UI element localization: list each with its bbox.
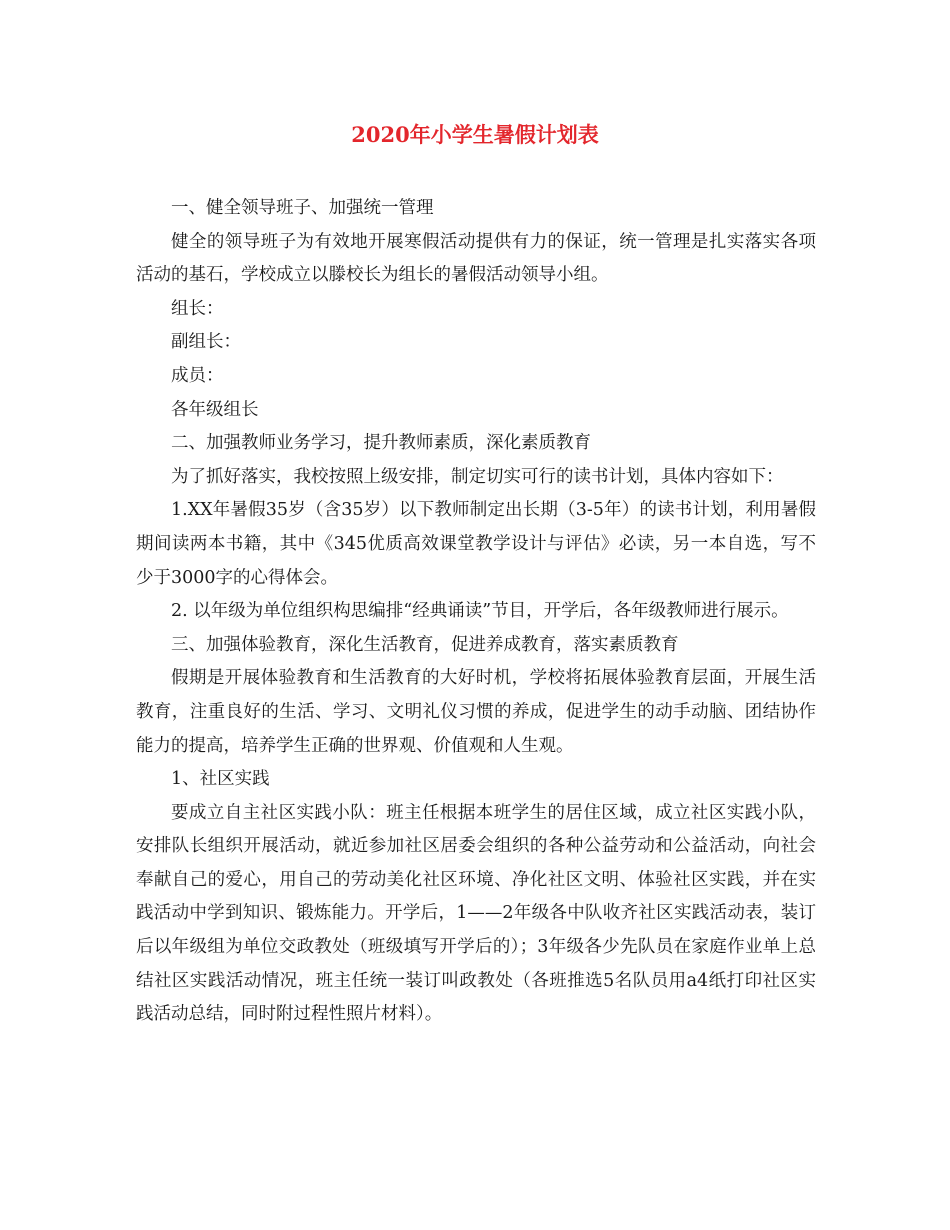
document-body bbox=[136, 192, 816, 1032]
list-item: 1.XX年暑假35岁（含35岁）以下教师制定出长期（3-5年）的读书计划，利用暑假期间读两本书籍，其中《345优质高效课堂教学设计与评估》必读，另一本自选，写不少于3000字的心得体会。 bbox=[136, 500, 816, 588]
role-leader: 组长： bbox=[171, 298, 224, 319]
document-title: 2020年小学生暑假计划表 bbox=[351, 122, 599, 147]
section-heading-1: 一、健全领导班子、加强统一管理 bbox=[171, 198, 434, 218]
role-members: 成员： bbox=[171, 365, 224, 386]
role-deputy-leader: 副组长： bbox=[171, 332, 241, 353]
subsection-heading: 1、社区实践 bbox=[171, 769, 270, 790]
paragraph: 要成立自主社区实践小队：班主任根据本班学生的居住区域，成立社区实践小队，安排队长组织开展活动，就近参加社区居委会组织的各种公益劳动和公益活动，向社会奉献自己的爱心，用自己的劳动美化社区环境、净化社区文明、体验社区实践，并在实践活动中学到知识、锻炼能力。开学后，1——2年级各中队收齐社区实践活动表，装订后以年级组为单位交政教处（班级填写开学后的）；3年级各少先队员在家庭作业单上总结社区实践活动情况，班主任统一装订叫政教处（各班推选5名队员用a4纸打印社区实践活动总结，同时附过程性照片材料）。 bbox=[136, 802, 816, 1025]
paragraph: 健全的领导班子为有效地开展寒假活动提供有力的保证，统一管理是扎实落实各项活动的基石，学校成立以滕校长为组长的暑假活动领导小组。 bbox=[136, 231, 816, 286]
section-heading-2: 二、加强教师业务学习，提升教师素质，深化素质教育 bbox=[171, 433, 591, 454]
paragraph: 为了抓好落实，我校按照上级安排，制定切实可行的读书计划，具体内容如下： bbox=[171, 466, 784, 487]
role-grade-leaders: 各年级组长 bbox=[171, 399, 259, 420]
section-heading-3: 三、加强体验教育，深化生活教育，促进养成教育，落实素质教育 bbox=[171, 634, 679, 655]
list-item: 2. 以年级为单位组织构思编排“经典诵读”节目，开学后，各年级教师进行展示。 bbox=[171, 601, 789, 622]
paragraph: 假期是开展体验教育和生活教育的大好时机，学校将拓展体验教育层面，开展生活教育，注重良好的生活、学习、文明礼仪习惯的养成，促进学生的动手动脑、团结协作能力的提高，培养学生正确的世界观、价值观和人生观。 bbox=[136, 668, 816, 756]
